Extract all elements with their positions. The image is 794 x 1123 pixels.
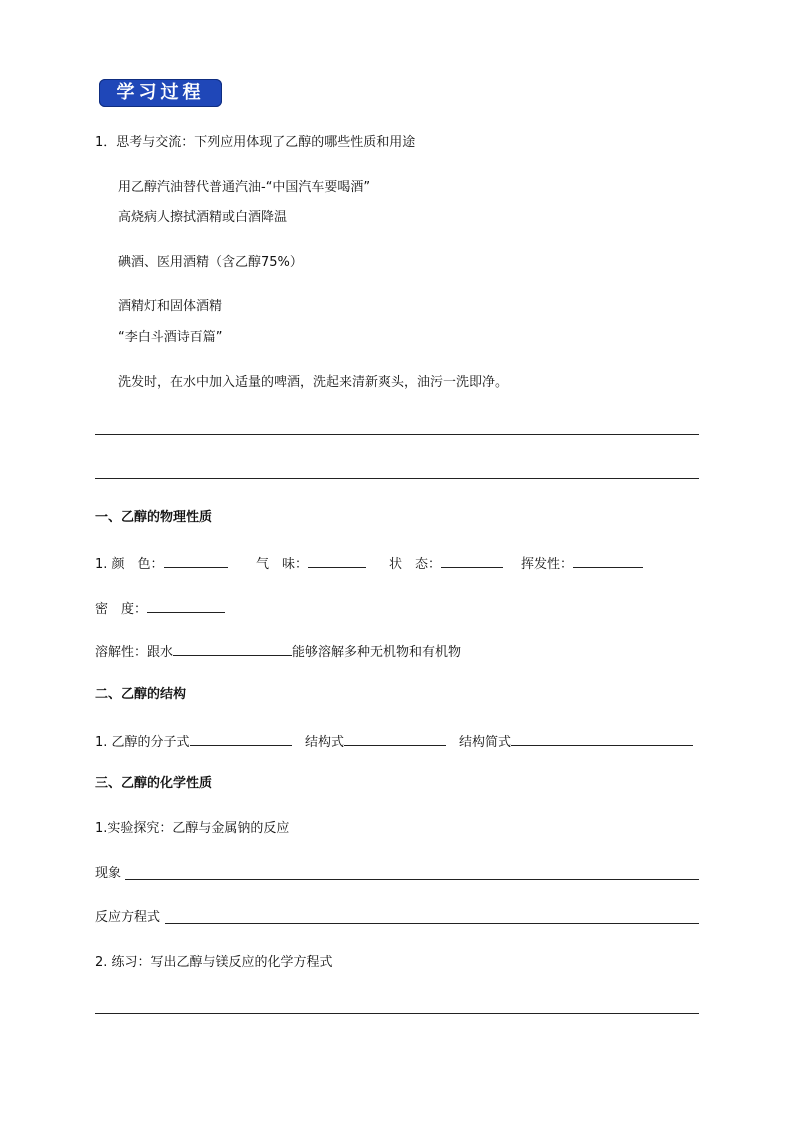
list-item: 洗发时，在水中加入适量的啤酒，洗起来清新爽头，油污一洗即净。 [118, 375, 509, 390]
phenomenon-blank[interactable] [125, 879, 699, 880]
equation-label: 反应方程式 [95, 910, 161, 925]
simplified-label: 结构简式 [459, 735, 512, 750]
color-row [95, 553, 228, 574]
volatility-row [521, 553, 643, 574]
list-item: “李白斗酒诗百篇” [118, 330, 223, 345]
section-badge [99, 79, 222, 107]
volatility-blank[interactable] [573, 553, 643, 568]
list-item: 酒精灯和固体酒精 [118, 299, 223, 314]
phenomenon-label: 现象 [95, 866, 122, 881]
state-label: 状 态： [389, 557, 442, 572]
state-blank[interactable] [441, 553, 503, 568]
state-row [389, 553, 503, 574]
density-blank[interactable] [147, 598, 225, 613]
structural-label: 结构式 [305, 735, 345, 750]
molecular-blank[interactable] [190, 731, 292, 746]
solubility-row [95, 641, 461, 662]
practice-title: 2. 练习：写出乙醇与镁反应的化学方程式 [95, 955, 333, 970]
solubility-label: 溶解性：跟水 [95, 645, 174, 660]
simplified-row [459, 731, 693, 752]
question-1-title: 1．思考与交流：下列应用体现了乙醇的哪些性质和用途 [95, 135, 416, 150]
density-label: 密 度： [95, 602, 148, 617]
answer-line[interactable] [95, 478, 699, 479]
answer-line[interactable] [95, 434, 699, 435]
smell-blank[interactable] [308, 553, 366, 568]
experiment-title: 1.实验探究：乙醇与金属钠的反应 [95, 821, 290, 836]
density-row [95, 598, 225, 619]
color-blank[interactable] [164, 553, 228, 568]
structural-row [305, 731, 446, 752]
simplified-blank[interactable] [511, 731, 693, 746]
structure-row [95, 731, 292, 752]
list-item: 碘酒、医用酒精（含乙醇75%） [118, 255, 303, 270]
volatility-label: 挥发性： [521, 557, 574, 572]
smell-row [256, 553, 366, 574]
molecular-label: 1. 乙醇的分子式 [95, 735, 190, 750]
equation-blank[interactable] [165, 923, 699, 924]
solubility-blank[interactable] [173, 641, 292, 656]
list-item: 高烧病人擦拭酒精或白酒降温 [118, 210, 288, 225]
answer-line[interactable] [95, 1013, 699, 1014]
color-label: 1. 颜 色： [95, 557, 164, 572]
section-heading-physical: 一、乙醇的物理性质 [95, 510, 213, 525]
section-heading-structure: 二、乙醇的结构 [95, 687, 187, 702]
structural-blank[interactable] [344, 731, 446, 746]
section-heading-chemical: 三、乙醇的化学性质 [95, 776, 213, 791]
list-item: 用乙醇汽油替代普通汽油-“中国汽车要喝酒” [118, 180, 371, 195]
badge-title: 学习过程 [116, 82, 205, 103]
solubility-text: 能够溶解多种无机物和有机物 [292, 645, 462, 660]
smell-label: 气 味： [256, 557, 309, 572]
